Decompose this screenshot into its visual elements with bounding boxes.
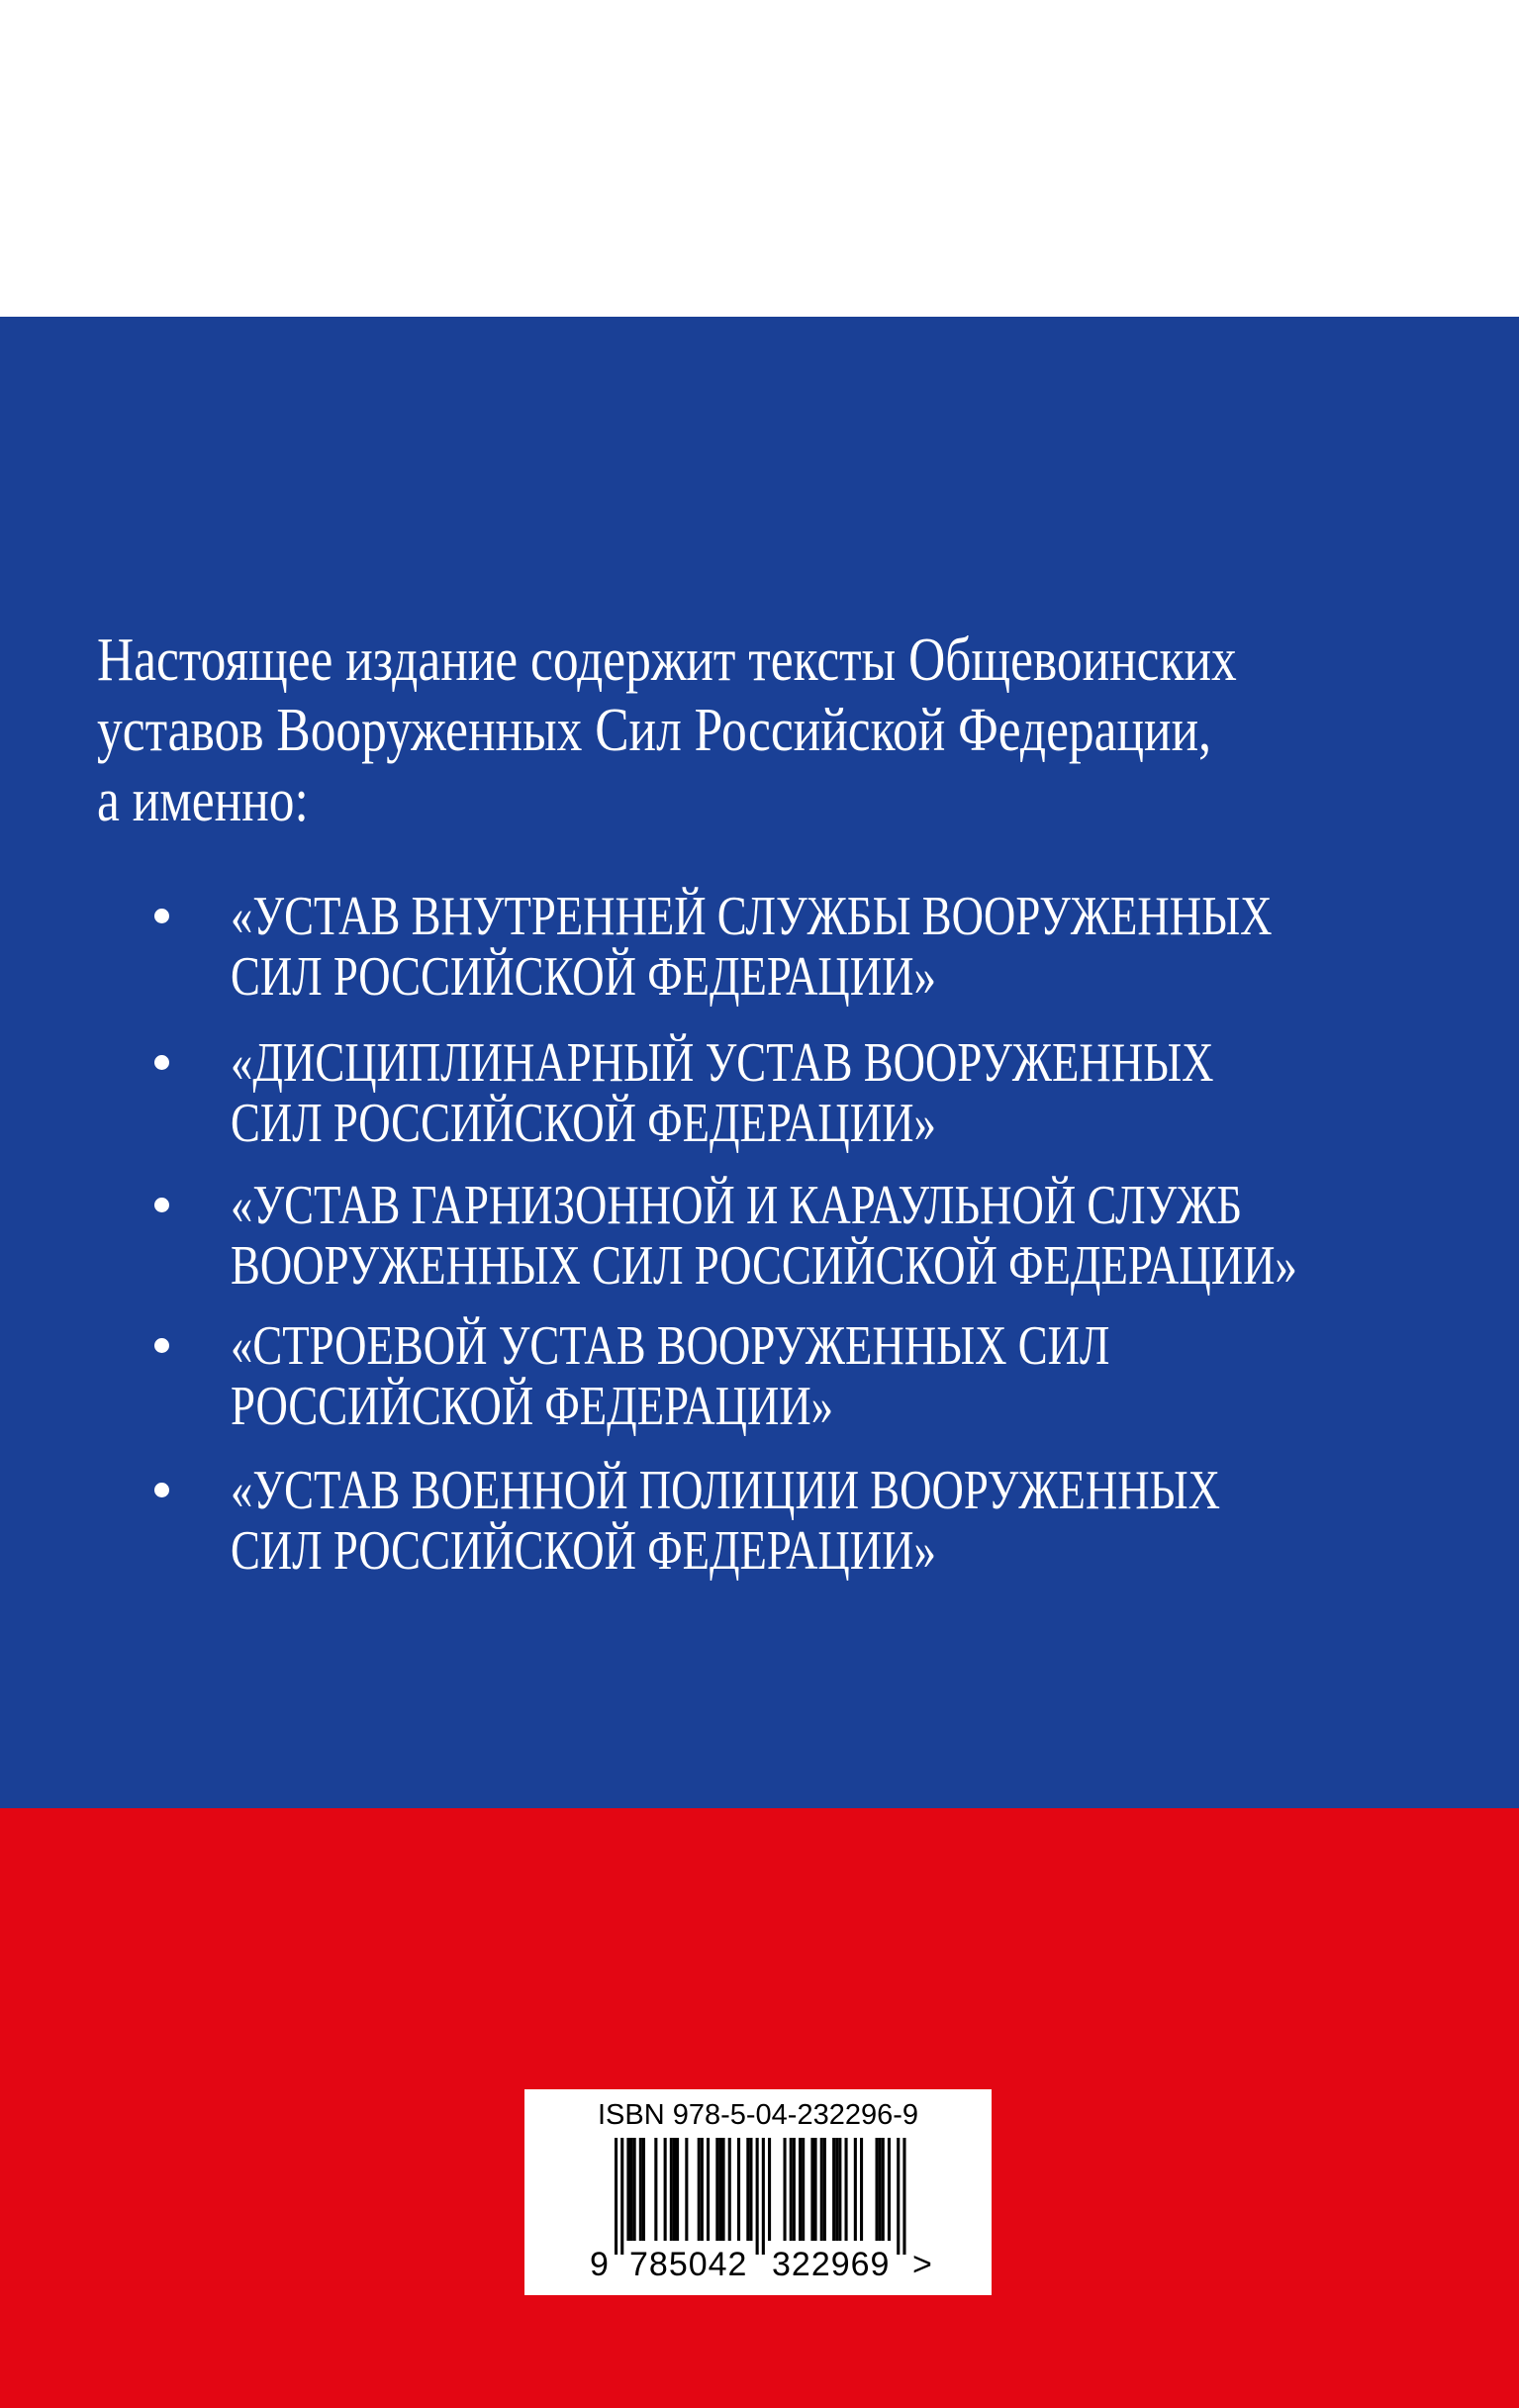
barcode-bar [860,2138,863,2241]
barcode-quiet-mark: > [912,2246,933,2283]
barcode-bar [722,2138,725,2241]
barcode-bar [707,2138,710,2241]
barcode-bar [670,2138,673,2241]
barcode-bar [784,2138,787,2241]
barcode-bar [802,2138,805,2241]
barcode-bar [639,2138,642,2241]
bullet-icon [154,909,169,923]
barcode-bar [664,2138,667,2241]
intro-line: уставов Вооруженных Сил Российской Федерации, [97,697,1211,764]
barcode-bar [615,2138,617,2255]
barcode-bar [673,2138,676,2241]
barcode-bar [832,2138,835,2241]
barcode-bar [756,2138,759,2255]
barcode-bar [654,2138,657,2241]
barcode-bar [630,2138,633,2241]
barcode-bar [845,2138,848,2241]
barcode-bar [882,2138,885,2241]
barcode-first-digit: 9 [590,2246,610,2283]
barcode-bar [820,2138,823,2241]
barcode-bar [793,2138,796,2241]
barcode-bar [749,2138,752,2241]
white-stripe [0,0,1519,317]
barcode-left-digits: 785042 [629,2246,748,2283]
barcode-bar [876,2138,879,2241]
barcode-bar [685,2138,688,2241]
intro-line: а именно: [97,767,309,834]
barcode-bar [737,2138,740,2241]
barcode-right-digits: 322969 [772,2246,891,2283]
barcode-bar [799,2138,802,2241]
isbn-label: ISBN 978-5-04-232296-9 [597,2099,919,2131]
barcode-bar [814,2138,817,2241]
barcode-bar [620,2138,623,2255]
list-item-line: РОССИЙСКОЙ ФЕДЕРАЦИИ» [231,1376,834,1437]
list-item-line: СИЛ РОССИЙСКОЙ ФЕДЕРАЦИИ» [231,1520,936,1582]
barcode-bar [746,2138,749,2241]
list-item-line: «УСТАВ ГАРНИЗОННОЙ И КАРАУЛЬНОЙ СЛУЖБ [231,1175,1243,1236]
barcode-bar [633,2138,636,2241]
barcode-bar [835,2138,838,2241]
bullet-icon [154,1338,169,1353]
barcode-bar [838,2138,841,2241]
barcode-bar [701,2138,704,2241]
bullet-icon [154,1198,169,1212]
list-item-line: «ДИСЦИПЛИНАРНЫЙ УСТАВ ВООРУЖЕННЫХ [231,1032,1214,1094]
list-item-line: «УСТАВ ВНУТРЕННЕЙ СЛУЖБЫ ВООРУЖЕННЫХ [231,886,1273,947]
barcode-bar [676,2138,679,2241]
list-item-line: ВООРУЖЕННЫХ СИЛ РОССИЙСКОЙ ФЕДЕРАЦИИ» [231,1235,1297,1297]
intro-line: Настоящее издание содержит тексты Общевоинских [97,626,1237,694]
barcode-bar [642,2138,645,2241]
barcode-bar [768,2138,771,2241]
isbn-barcode [524,2089,992,2295]
barcode-bar [718,2138,721,2241]
barcode-bar [888,2138,891,2241]
barcode-bar [715,2138,718,2241]
barcode-bar [823,2138,826,2241]
barcode-bar [902,2138,905,2255]
barcode-bar [790,2138,793,2241]
barcode-bar [854,2138,857,2241]
list-item-line: «СТРОЕВОЙ УСТАВ ВООРУЖЕННЫХ СИЛ [231,1315,1110,1377]
barcode-bar [879,2138,882,2241]
list-item-line: СИЛ РОССИЙСКОЙ ФЕДЕРАЦИИ» [231,946,936,1008]
barcode-bar [762,2138,765,2255]
list-item-line: СИЛ РОССИЙСКОЙ ФЕДЕРАЦИИ» [231,1093,936,1154]
barcode-bar [698,2138,701,2241]
barcode-bar [810,2138,813,2241]
bullet-icon [154,1483,169,1497]
barcode-bar [897,2138,900,2255]
bullet-icon [154,1055,169,1070]
barcode-bar [626,2138,629,2241]
barcode-bar [728,2138,731,2241]
list-item-line: «УСТАВ ВОЕННОЙ ПОЛИЦИИ ВООРУЖЕННЫХ [231,1460,1220,1521]
